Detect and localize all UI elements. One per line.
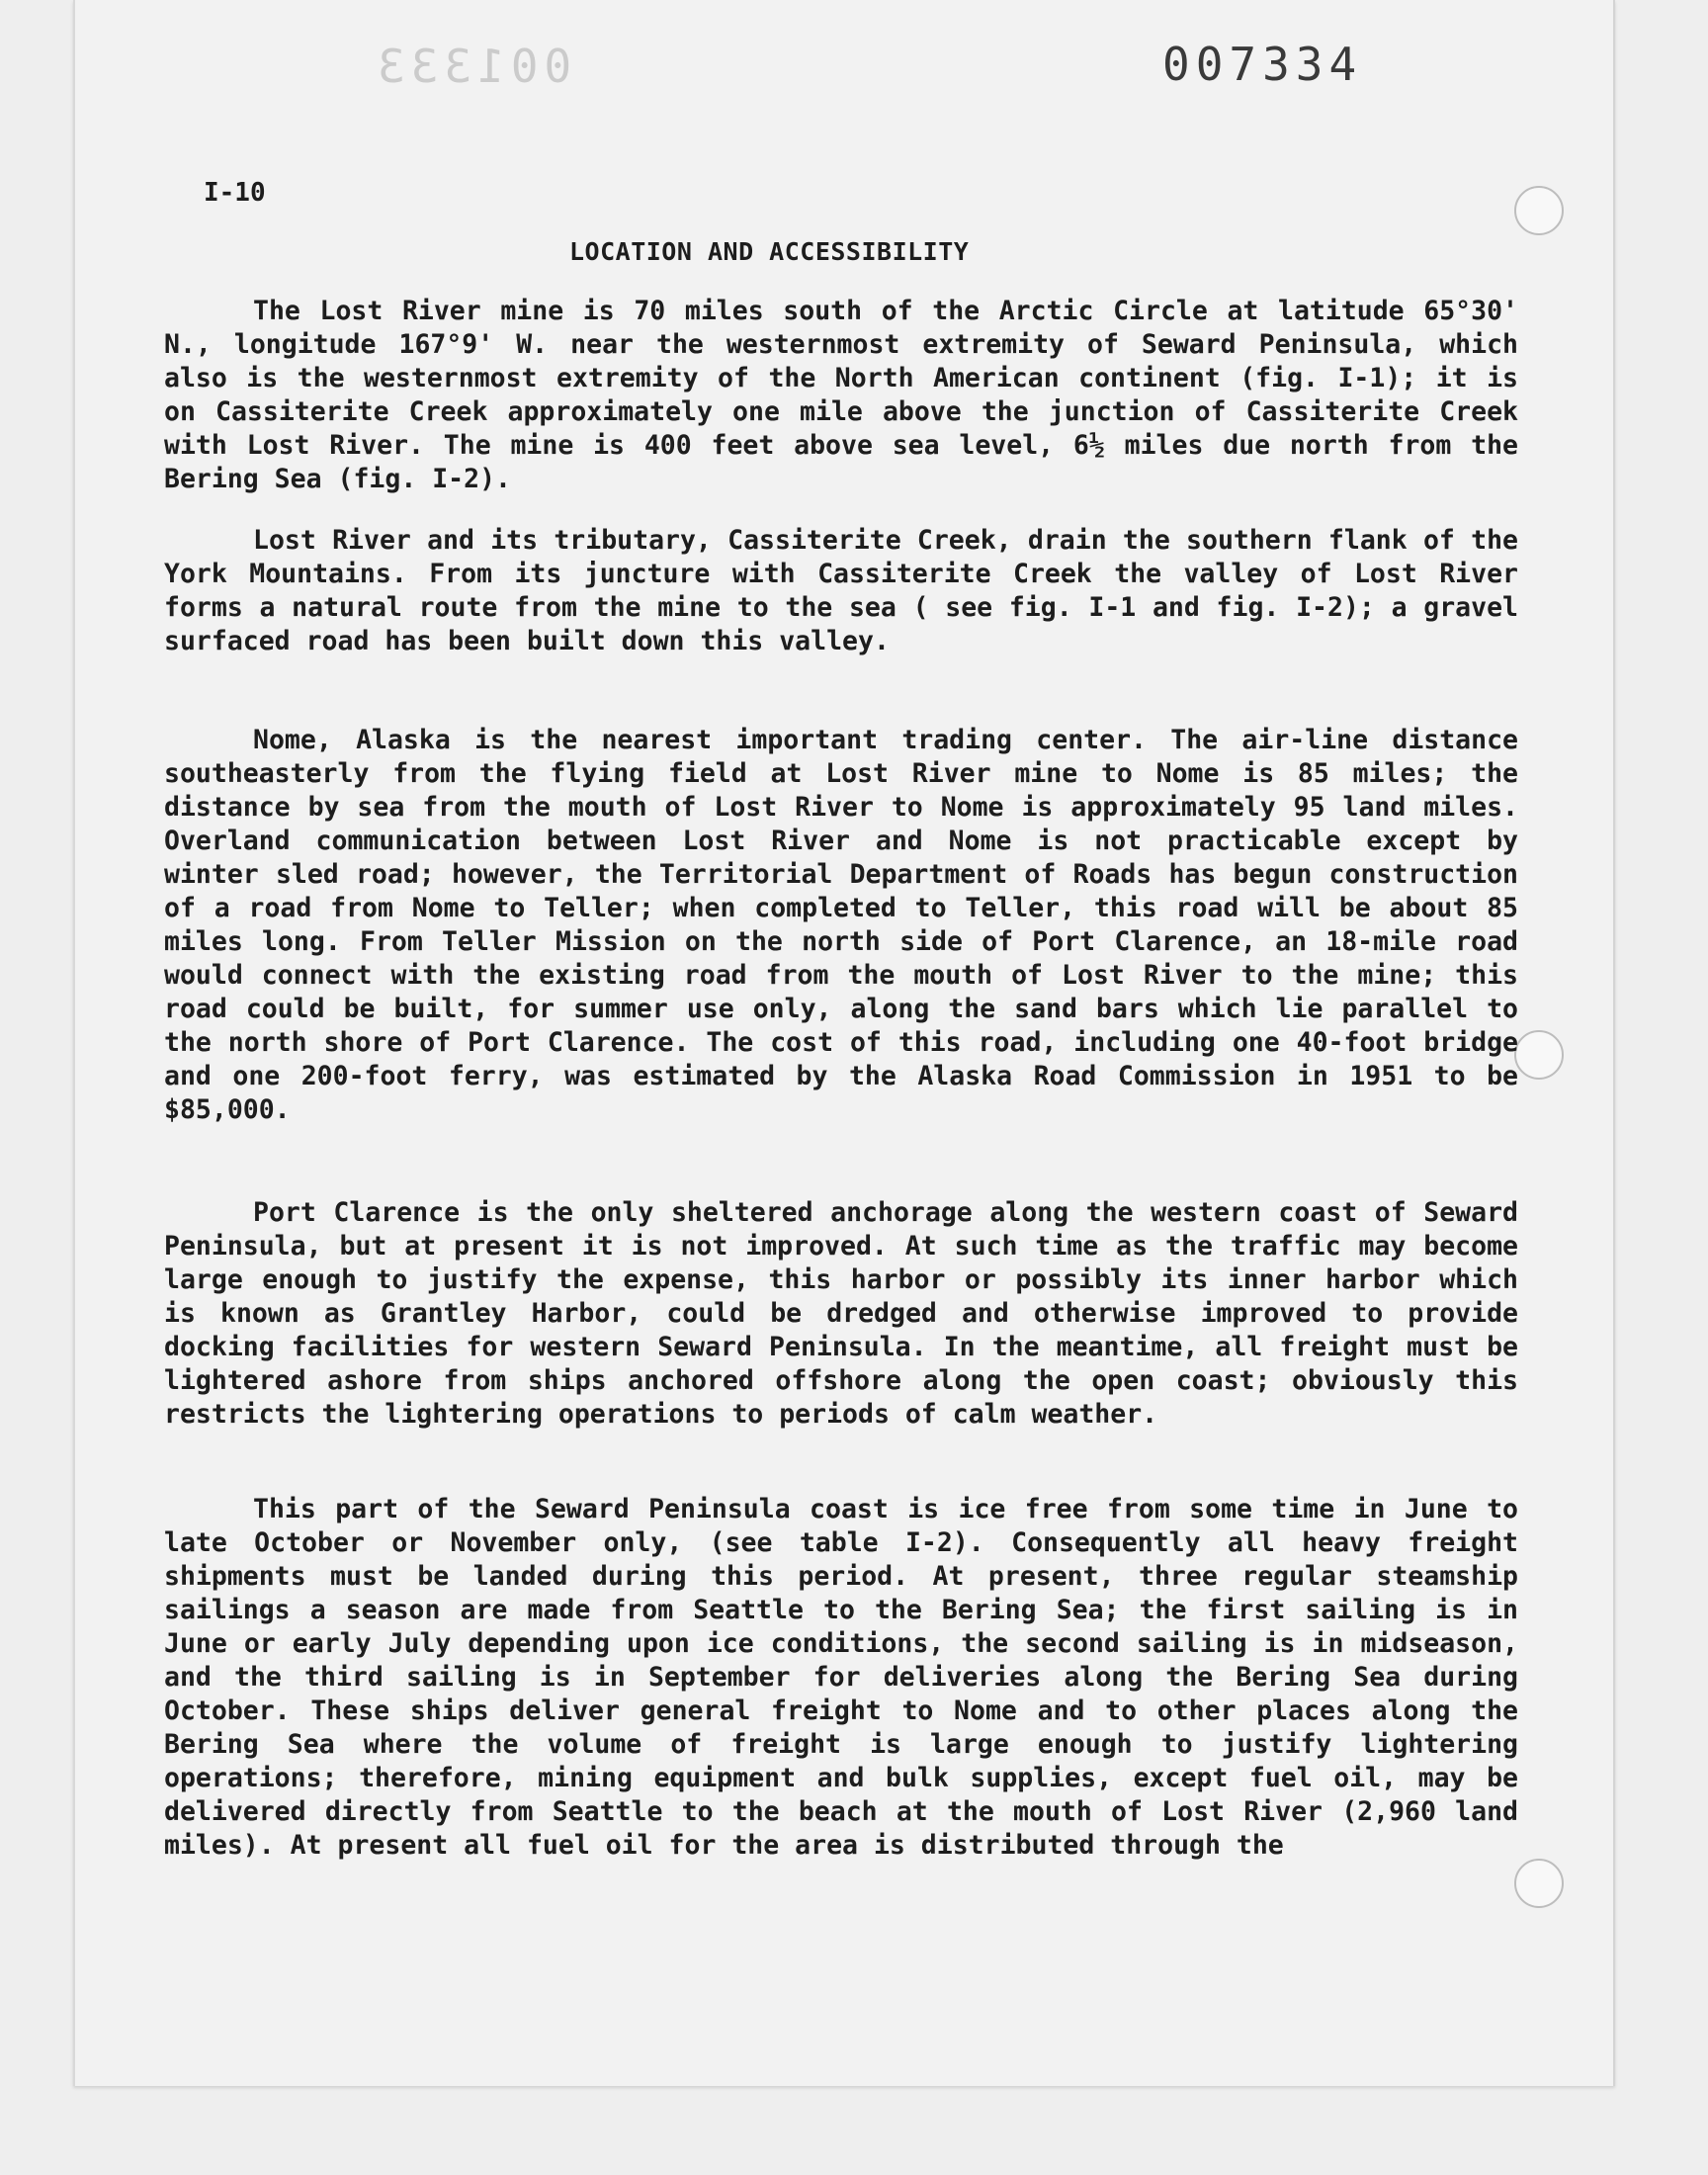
punch-hole-bottom	[1514, 1859, 1564, 1908]
paragraph-lost-river: Lost River and its tributary, Cassiterite Creek, drain the southern flank of the York Mountains. From its juncture with Cassiterite Creek the valley of Lost River forms a natural route from the mine to the sea ( see fig. I-1 and fig. I-2); a gravel surfaced road has been built down this valley.	[164, 525, 1518, 656]
punch-hole-top	[1514, 186, 1564, 235]
paragraph-location: The Lost River mine is 70 miles south of the Arctic Circle at latitude 65°30' N., longitude 167°9' W. near the westernmost extremity of Seward Peninsula, which also is the westernmost extremity of the North American continent (fig. I-1); it is on Cassiterite Creek approximately one mile above the junction of Cassiterite Creek with Lost River. The mine is 400 feet above sea level, 6½ miles due north from the Bering Sea (fig. I-2).	[164, 296, 1518, 494]
section-title: LOCATION AND ACCESSIBILITY	[569, 237, 970, 266]
paragraph-ice-free-season: This part of the Seward Peninsula coast is ice free from some time in June to late October or November only, (see table I-2). Consequently all heavy freight shipments must be landed during this period. At present, three regular steamship sailings a season are made from Seattle to the Bering Sea; the first sailing is in June or early July depending upon ice conditions, the second sailing is in midseason, and the third sailing is in September for deliveries along the Bering Sea during October. These ships deliver general freight to Nome and to other places along the Bering Sea where the volume of freight is large enough to justify lightering operations; therefore, mining equipment and bulk supplies, except fuel oil, may be delivered directly from Seattle to the beach at the mouth of Lost River (2,960 land miles). At present all fuel oil for the area is distributed through the	[164, 1494, 1518, 1861]
document-stamp-number: 007334	[1162, 38, 1363, 91]
bleed-through-stamp: 001333	[372, 40, 572, 93]
paragraph-nome: Nome, Alaska is the nearest important trading center. The air-line distance southeasterly from the flying field at Lost River mine to Nome is 85 miles; the distance by sea from the mouth of Lost River to Nome is approximately 95 land miles. Overland communication between Lost River and Nome is not practicable except by winter sled road; however, the Territorial Department of Roads has begun construction of a road from Nome to Teller; when completed to Teller, this road will be about 85 miles long. From Teller Mission on the north side of Port Clarence, an 18-mile road would connect with the existing road from the mouth of Lost River to the mine; this road could be built, for summer use only, along the sand bars which lie parallel to the north shore of Port Clarence. The cost of this road, including one 40-foot bridge and one 200-foot ferry, was estimated by the Alaska Road Commission in 1951 to be $85,000.	[164, 725, 1518, 1125]
document-page	[73, 0, 1615, 2086]
page-number: I-10	[204, 178, 266, 208]
paragraph-port-clarence: Port Clarence is the only sheltered anchorage along the western coast of Seward Peninsula, but at present it is not improved. At such time as the traffic may become large enough to justify the expense, this harbor or possibly its inner harbor which is known as Grantley Harbor, could be dredged and otherwise improved to provide docking facilities for western Seward Peninsula. In the meantime, all freight must be lightered ashore from ships anchored offshore along the open coast; obviously this restricts the lightering operations to periods of calm weather.	[164, 1197, 1518, 1430]
punch-hole-middle	[1514, 1030, 1564, 1080]
